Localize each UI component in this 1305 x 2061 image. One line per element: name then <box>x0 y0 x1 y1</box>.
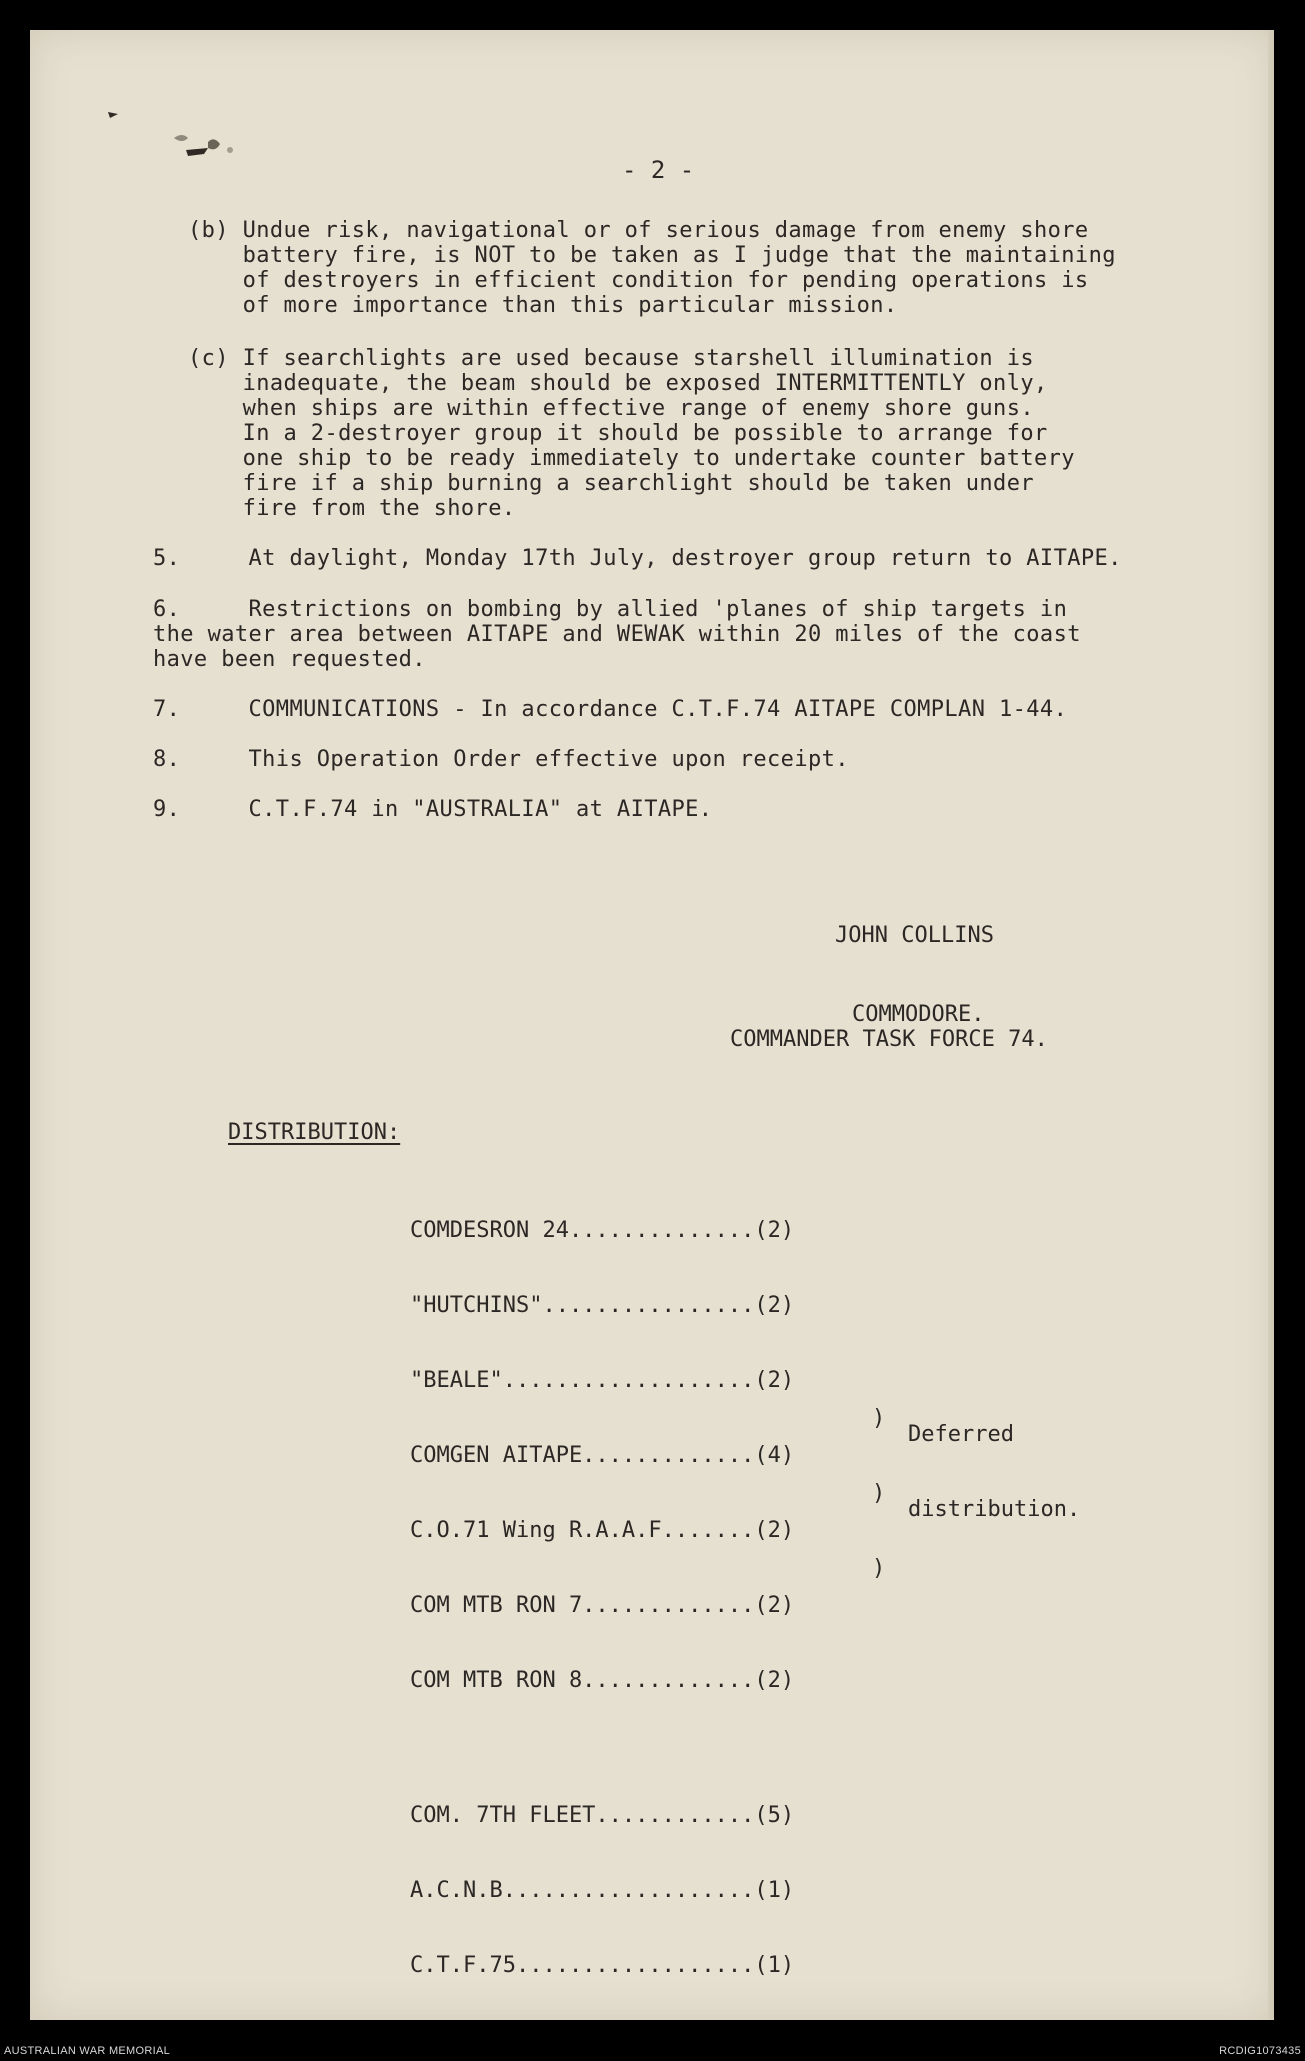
signature-name: JOHN COLLINS <box>835 923 994 948</box>
paragraph-line: inadequate, the beam should be exposed INTERMITTENTLY only, <box>188 371 1048 396</box>
paragraph-9 <box>153 797 712 822</box>
paragraph-6 <box>153 597 1081 672</box>
signature-rank: COMMODORE. <box>852 1002 985 1027</box>
paragraph-line: (b) Undue risk, navigational or of serious damage from enemy shore <box>188 218 1089 243</box>
paragraph-line: the water area between AITAPE and WEWAK within 20 miles of the coast <box>153 622 1081 647</box>
paragraph-line: battery fire, is NOT to be taken as I judge that the maintaining <box>188 243 1116 268</box>
deferred-label-line: distribution. <box>908 1497 1081 1522</box>
deferred-distribution-label <box>908 1372 1080 1572</box>
distribution-item: COM MTB RON 8.............(2) <box>410 1668 795 1693</box>
punch-hole-marks <box>90 100 270 170</box>
distribution-gap <box>410 1743 794 1753</box>
paragraph-line: of destroyers in efficient condition for pending operations is <box>188 268 1089 293</box>
paragraph-line: fire from the shore. <box>188 496 516 521</box>
distribution-item: C.O.71 Wing R.A.A.F.......(2) <box>410 1518 795 1543</box>
paragraph-line: 9. C.T.F.74 in "AUSTRALIA" at AITAPE. <box>153 797 713 822</box>
paragraph-line: of more importance than this particular mission. <box>188 293 898 318</box>
paragraph-line: 6. Restrictions on bombing by allied 'planes of ship targets in <box>153 597 1068 622</box>
paragraph-line: In a 2-destroyer group it should be possible to arrange for <box>188 421 1048 446</box>
brace-mark: ) <box>872 1481 886 1506</box>
archive-reference: RCDIG1073435 <box>1219 2045 1301 2057</box>
distribution-item: COM MTB RON 7.............(2) <box>410 1593 795 1618</box>
distribution-item: "BEALE"...................(2) <box>410 1368 795 1393</box>
paragraph-line: 7. COMMUNICATIONS - In accordance C.T.F.74 AITAPE COMPLAN 1-44. <box>153 697 1068 722</box>
paragraph-5 <box>153 546 1122 571</box>
deferred-distribution-item: A.C.N.B...................(1) <box>410 1878 795 1903</box>
distribution-heading: DISTRIBUTION: <box>228 1120 401 1145</box>
paragraph-8 <box>153 747 849 772</box>
distribution-item: "HUTCHINS"................(2) <box>410 1293 795 1318</box>
paragraph-7 <box>153 697 1067 722</box>
page-edge <box>1268 30 1274 2020</box>
paragraph-line: fire if a ship burning a searchlight should be taken under <box>188 471 1034 496</box>
paragraph-c <box>188 346 1075 521</box>
paragraph-line: have been requested. <box>153 647 426 672</box>
paragraph-line: 8. This Operation Order effective upon receipt. <box>153 747 849 772</box>
paragraph-line: one ship to be ready immediately to undertake counter battery <box>188 446 1075 471</box>
distribution-list <box>410 1168 794 2028</box>
distribution-item: COMGEN AITAPE.............(4) <box>410 1443 795 1468</box>
paragraph-line: (c) If searchlights are used because starshell illumination is <box>188 346 1034 371</box>
paragraph-line: when ships are within effective range of enemy shore guns. <box>188 396 1034 421</box>
brace-mark: ) <box>872 1406 886 1431</box>
page-number: - 2 - <box>622 156 695 184</box>
deferred-label-line: Deferred <box>908 1422 1014 1447</box>
brace-mark: ) <box>872 1556 886 1581</box>
distribution-item: COMDESRON 24..............(2) <box>410 1218 795 1243</box>
paragraph-line: 5. At daylight, Monday 17th July, destroyer group return to AITAPE. <box>153 546 1122 571</box>
signature-command: COMMANDER TASK FORCE 74. <box>730 1027 1048 1052</box>
deferred-distribution-item: C.T.F.75..................(1) <box>410 1953 795 1978</box>
paragraph-b <box>188 218 1116 318</box>
archive-credit: AUSTRALIAN WAR MEMORIAL <box>4 2045 171 2057</box>
deferred-distribution-item: COM. 7TH FLEET............(5) <box>410 1803 795 1828</box>
